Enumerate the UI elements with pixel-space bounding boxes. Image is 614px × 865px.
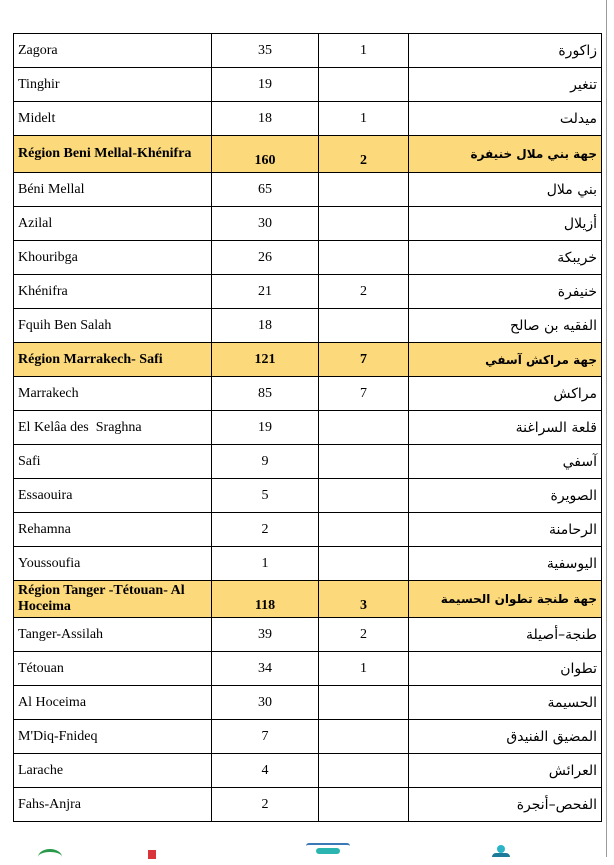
arabic-name: تنغير xyxy=(409,68,602,102)
table-row xyxy=(14,309,602,343)
extra-count xyxy=(319,788,409,822)
province-name: Azilal xyxy=(14,207,212,241)
region-extra-count: 7 xyxy=(319,343,409,377)
province-name: El Kelâa des Sraghna xyxy=(14,411,212,445)
page-edge-rule xyxy=(606,0,607,857)
table-row xyxy=(14,513,602,547)
table-row xyxy=(14,68,602,102)
case-count: 85 xyxy=(212,377,319,411)
extra-count xyxy=(319,207,409,241)
arabic-name: بني ملال xyxy=(409,173,602,207)
right-logo xyxy=(492,845,510,857)
region-case-count: 121 xyxy=(212,343,319,377)
province-name: Al Hoceima xyxy=(14,686,212,720)
arabic-name: الحسيمة xyxy=(409,686,602,720)
case-count: 34 xyxy=(212,652,319,686)
case-count: 30 xyxy=(212,686,319,720)
arabic-name: الفقيه بن صالح xyxy=(409,309,602,343)
table-row xyxy=(14,411,602,445)
case-count: 2 xyxy=(212,513,319,547)
extra-count: 7 xyxy=(319,377,409,411)
extra-count xyxy=(319,309,409,343)
table-row xyxy=(14,102,602,136)
extra-count: 2 xyxy=(319,618,409,652)
case-count: 35 xyxy=(212,34,319,68)
arabic-name: طنجة–أصيلة xyxy=(409,618,602,652)
case-count: 5 xyxy=(212,479,319,513)
arabic-name: العرائش xyxy=(409,754,602,788)
region-name: Région Marrakech- Safi xyxy=(14,343,212,377)
province-name: Marrakech xyxy=(14,377,212,411)
table-row xyxy=(14,241,602,275)
extra-count: 1 xyxy=(319,652,409,686)
region-case-count: 160 xyxy=(212,136,319,173)
province-name: Essaouira xyxy=(14,479,212,513)
province-name: Khouribga xyxy=(14,241,212,275)
province-name: Tétouan xyxy=(14,652,212,686)
extra-count: 1 xyxy=(319,102,409,136)
case-count: 7 xyxy=(212,720,319,754)
right-logo-dot xyxy=(497,845,505,853)
arabic-name: الصويرة xyxy=(409,479,602,513)
case-count: 9 xyxy=(212,445,319,479)
extra-count xyxy=(319,411,409,445)
region-arabic-name: جهة بني ملال خنيفرة xyxy=(409,136,602,173)
province-name: Youssoufia xyxy=(14,547,212,581)
case-count: 21 xyxy=(212,275,319,309)
case-count: 19 xyxy=(212,411,319,445)
province-name: Fquih Ben Salah xyxy=(14,309,212,343)
arabic-name: أزيلال xyxy=(409,207,602,241)
extra-count xyxy=(319,513,409,547)
region-row xyxy=(14,343,602,377)
extra-count xyxy=(319,686,409,720)
extra-count xyxy=(319,720,409,754)
arabic-name: خريبكة xyxy=(409,241,602,275)
table-row xyxy=(14,34,602,68)
table-body xyxy=(14,34,602,822)
case-count: 65 xyxy=(212,173,319,207)
extra-count: 2 xyxy=(319,275,409,309)
province-name: Midelt xyxy=(14,102,212,136)
arabic-name: زاكورة xyxy=(409,34,602,68)
case-count: 30 xyxy=(212,207,319,241)
case-count: 4 xyxy=(212,754,319,788)
province-name: Béni Mellal xyxy=(14,173,212,207)
table-row xyxy=(14,445,602,479)
table-row xyxy=(14,275,602,309)
region-name: Région Tanger -Tétouan- Al Hoceima xyxy=(14,581,212,618)
table-row xyxy=(14,618,602,652)
province-name: Fahs-Anjra xyxy=(14,788,212,822)
arabic-name: ميدلت xyxy=(409,102,602,136)
case-count: 39 xyxy=(212,618,319,652)
case-count: 19 xyxy=(212,68,319,102)
table-row xyxy=(14,207,602,241)
region-arabic-name: جهة مراكش آسفي xyxy=(409,343,602,377)
region-extra-count: 2 xyxy=(319,136,409,173)
region-name: Région Beni Mellal-Khénifra xyxy=(14,136,212,173)
table-row xyxy=(14,754,602,788)
extra-count xyxy=(319,445,409,479)
province-name: Larache xyxy=(14,754,212,788)
region-case-count: 118 xyxy=(212,581,319,618)
ministry-logo xyxy=(38,845,124,857)
province-name: Tinghir xyxy=(14,68,212,102)
center-logo xyxy=(306,843,350,857)
province-name: Tanger-Assilah xyxy=(14,618,212,652)
arabic-name: مراكش xyxy=(409,377,602,411)
province-name: Zagora xyxy=(14,34,212,68)
case-count: 18 xyxy=(212,102,319,136)
table-row xyxy=(14,652,602,686)
table-row xyxy=(14,720,602,754)
province-name: Safi xyxy=(14,445,212,479)
province-name: M'Diq-Fnideq xyxy=(14,720,212,754)
extra-count xyxy=(319,547,409,581)
arabic-name: اليوسفية xyxy=(409,547,602,581)
region-extra-count: 3 xyxy=(319,581,409,618)
extra-count xyxy=(319,754,409,788)
arabic-name: الرحامنة xyxy=(409,513,602,547)
case-count: 26 xyxy=(212,241,319,275)
province-name: Khénifra xyxy=(14,275,212,309)
arabic-name: قلعة السراغنة xyxy=(409,411,602,445)
region-row xyxy=(14,136,602,173)
arabic-name: آسفي xyxy=(409,445,602,479)
flag-mark xyxy=(148,850,156,859)
arabic-name: الفحص–أنجرة xyxy=(409,788,602,822)
table-row xyxy=(14,547,602,581)
footer-logos xyxy=(0,843,614,857)
extra-count xyxy=(319,68,409,102)
extra-count: 1 xyxy=(319,34,409,68)
arabic-name: خنيفرة xyxy=(409,275,602,309)
table-row xyxy=(14,377,602,411)
region-arabic-name: جهة طنجة تطوان الحسيمة xyxy=(409,581,602,618)
region-row xyxy=(14,581,602,618)
province-name: Rehamna xyxy=(14,513,212,547)
logo-arc-shape xyxy=(38,849,62,865)
center-logo-mark xyxy=(316,848,340,854)
case-count: 18 xyxy=(212,309,319,343)
right-logo-base xyxy=(492,853,510,857)
table-row xyxy=(14,173,602,207)
table-row xyxy=(14,686,602,720)
extra-count xyxy=(319,173,409,207)
arabic-name: تطوان xyxy=(409,652,602,686)
table-row xyxy=(14,788,602,822)
arabic-name: المضيق الفنيدق xyxy=(409,720,602,754)
cases-by-province-table xyxy=(13,33,602,822)
case-count: 1 xyxy=(212,547,319,581)
case-count: 2 xyxy=(212,788,319,822)
table-row xyxy=(14,479,602,513)
extra-count xyxy=(319,241,409,275)
extra-count xyxy=(319,479,409,513)
